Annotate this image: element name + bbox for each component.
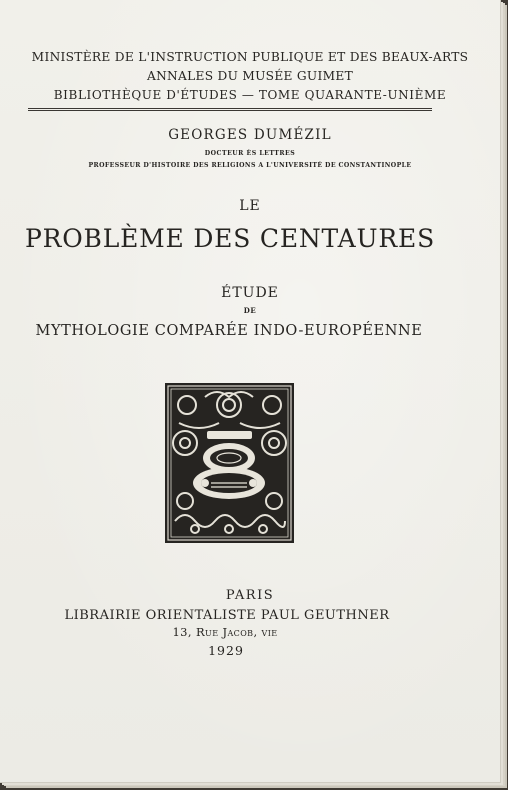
imprint-year: 1929 [208,643,244,658]
subtitle-etude: ÉTUDE [221,285,279,301]
author-degree: DOCTEUR ÈS LETTRES [204,150,296,157]
ornament-image [165,383,294,543]
series-line: ANNALES DU MUSÉE GUIMET [146,69,354,83]
imprint-city: PARIS [225,588,275,603]
title-article: LE [239,198,261,214]
subtitle-de: DE [243,306,257,315]
subtitle-mythology: MYTHOLOGIE COMPARÉE INDO-EUROPÉENNE [35,323,423,339]
author-position: PROFESSEUR D'HISTOIRE DES RELIGIONS A L'UNIVERSITÉ DE CONSTANTINOPLE [88,162,412,169]
ornamental-vignette [165,383,294,543]
imprint-publisher: LIBRAIRIE ORIENTALISTE PAUL GEUTHNER [64,608,390,623]
main-title: PROBLÈME DES CENTAURES [24,224,435,253]
ministry-line: MINISTÈRE DE L'INSTRUCTION PUBLIQUE ET DES BEAUX-ARTS [31,50,469,64]
header-double-rule [28,108,432,111]
imprint-address: 13, Rue Jacob, vie [172,625,278,639]
author-name: GEORGES DUMÉZIL [168,127,332,143]
volume-line: BIBLIOTHÈQUE D'ÉTUDES — TOME QUARANTE-UNIÈME [53,88,447,102]
